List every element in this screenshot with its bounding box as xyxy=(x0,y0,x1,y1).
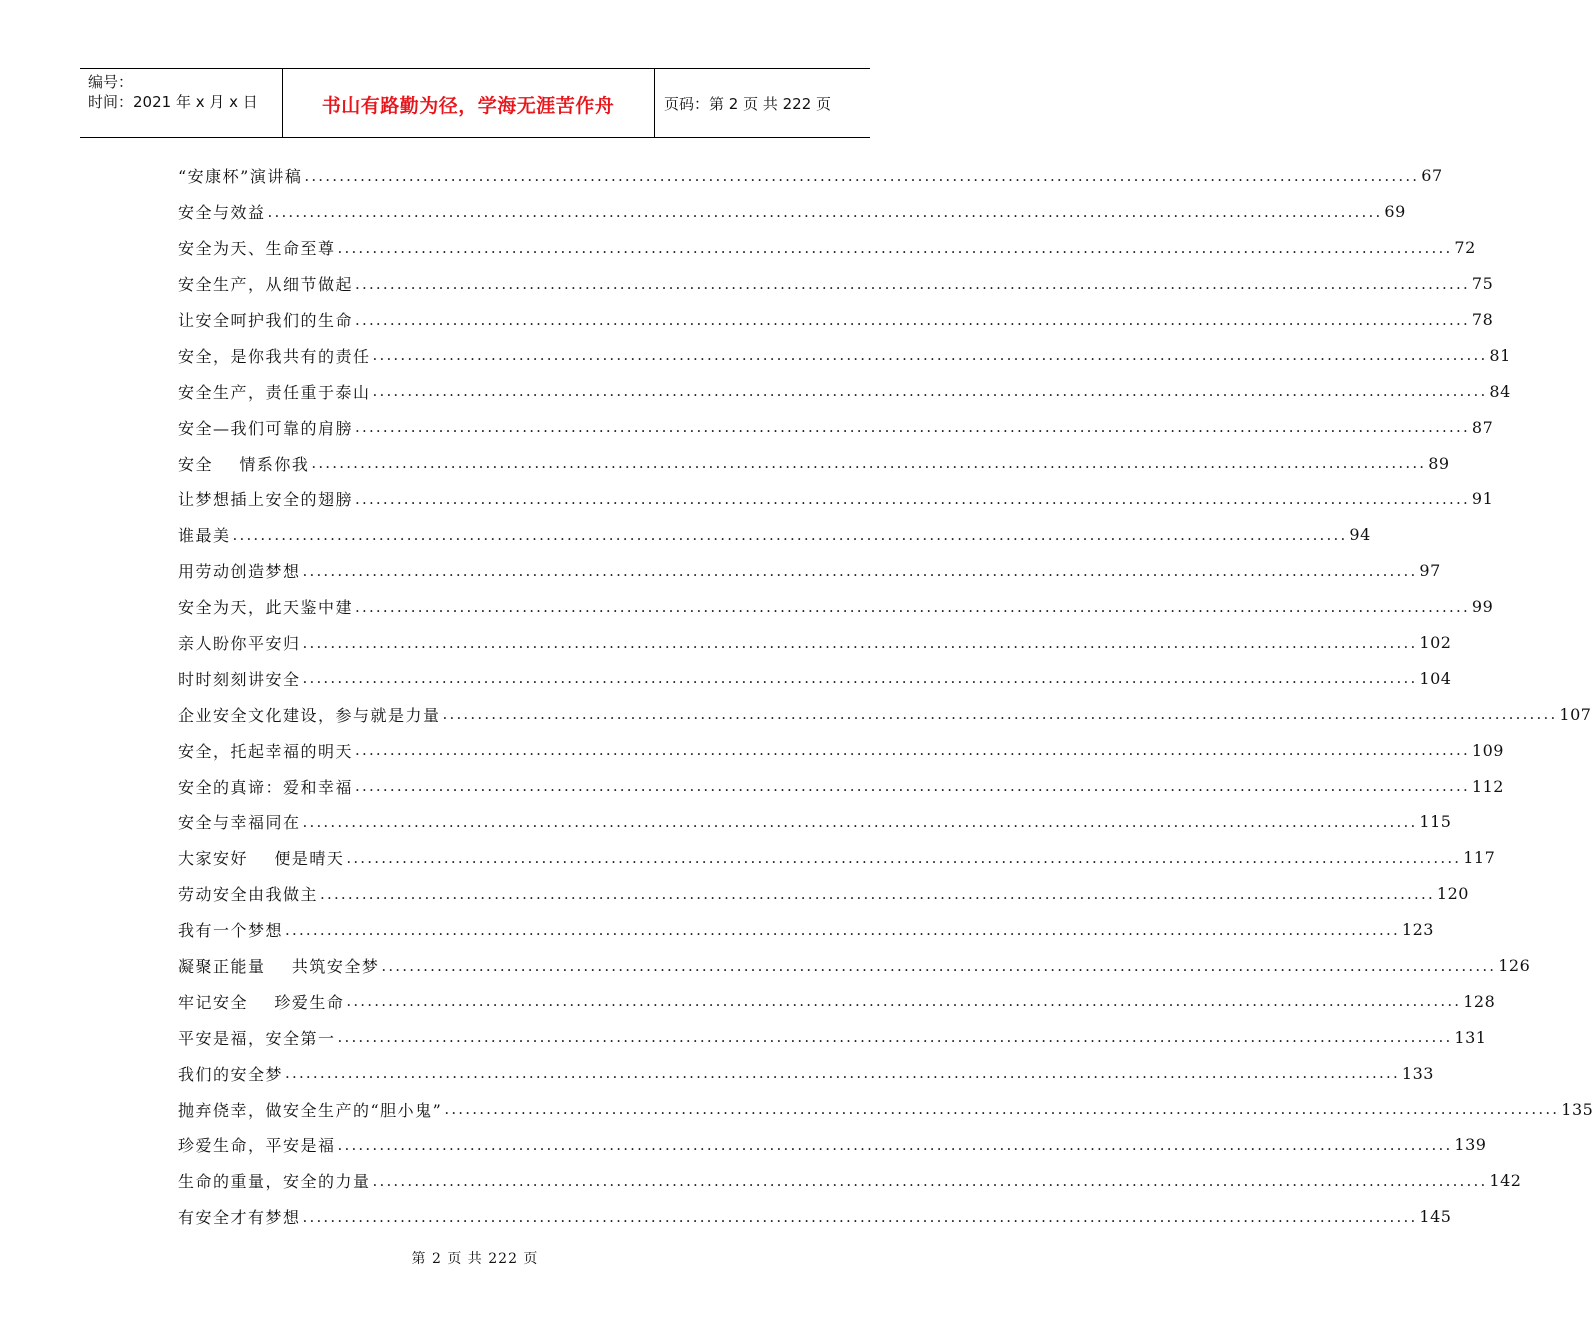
toc-entry[interactable] xyxy=(178,840,1496,876)
toc-leader-dots: ................................................................................................................................................................ xyxy=(337,1028,1453,1047)
toc-entry-page: 126 xyxy=(1498,956,1531,976)
toc-entry-title: 安全，是你我共有的责任 xyxy=(178,346,371,366)
header-page-cell xyxy=(654,69,870,137)
toc-entry-title: 安全生产，从细节做起 xyxy=(178,275,354,295)
toc-leader-dots: ................................................................................................................................................................ xyxy=(337,238,1453,257)
toc-entry-page: 123 xyxy=(1401,920,1434,940)
toc-entry-title: 用劳动创造梦想 xyxy=(178,562,301,582)
toc-entry-page: 67 xyxy=(1421,166,1443,186)
toc-leader-dots: ................................................................................................................................................................ xyxy=(372,1171,1488,1190)
toc-entry[interactable] xyxy=(178,696,1592,732)
toc-entry[interactable] xyxy=(178,409,1494,445)
toc-leader-dots: ................................................................................................................................................................ xyxy=(355,310,1470,329)
toc-entry-title: 生命的重量，安全的力量 xyxy=(178,1172,371,1192)
header-meta-cell xyxy=(80,69,283,137)
header-page-info: 页码：第 2 页 共 222 页 xyxy=(664,95,832,113)
toc-entry-page: 72 xyxy=(1454,238,1476,258)
toc-entry-page: 112 xyxy=(1471,776,1504,796)
toc-entry-page: 142 xyxy=(1489,1171,1522,1191)
toc-leader-dots: ................................................................................................................................................................ xyxy=(285,1064,1400,1083)
toc-entry-title: 安全与幸福同在 xyxy=(178,813,301,833)
document-number-label: 编号： xyxy=(88,73,134,91)
toc-entry-title: 安全为天、生命至尊 xyxy=(178,239,336,259)
toc-leader-dots: ................................................................................................................................................................ xyxy=(355,741,1470,760)
toc-entry[interactable] xyxy=(178,912,1434,948)
toc-entry[interactable] xyxy=(178,194,1406,230)
toc-entry-page: 145 xyxy=(1419,1207,1452,1227)
toc-leader-dots: ................................................................................................................................................................ xyxy=(320,884,1435,903)
toc-leader-dots: ................................................................................................................................................................ xyxy=(337,1135,1453,1154)
toc-entry-page: 135 xyxy=(1561,1099,1593,1119)
toc-entry-page: 117 xyxy=(1463,848,1496,868)
toc-leader-dots: ................................................................................................................................................................ xyxy=(346,992,1462,1011)
toc-entry[interactable] xyxy=(178,625,1452,661)
toc-entry-page: 99 xyxy=(1471,597,1494,617)
toc-entry-title: 安全的真谛：爱和幸福 xyxy=(178,777,354,797)
header-motto-cell xyxy=(282,69,655,137)
toc-leader-dots: ................................................................................................................................................................ xyxy=(372,382,1488,401)
toc-entry[interactable] xyxy=(178,302,1494,338)
toc-entry-title: 抛弃侥幸，做安全生产的“胆小鬼” xyxy=(178,1100,443,1120)
toc-entry-title: 安全，托起幸福的明天 xyxy=(178,741,354,761)
toc-entry[interactable] xyxy=(178,768,1504,804)
toc-entry-title: 企业安全文化建设，参与就是力量 xyxy=(178,705,441,725)
toc-entry[interactable] xyxy=(178,804,1452,840)
toc-entry-title: 安全 情系你我 xyxy=(178,454,310,474)
toc-leader-dots: ................................................................................................................................................................ xyxy=(285,920,1400,939)
toc-entry[interactable] xyxy=(178,732,1504,768)
toc-leader-dots: ................................................................................................................................................................ xyxy=(302,669,1418,688)
toc-leader-dots: ................................................................................................................................................................ xyxy=(372,346,1488,365)
toc-leader-dots: ................................................................................................................................................................ xyxy=(302,812,1418,831)
toc-entry-title: 凝聚正能量 共筑安全梦 xyxy=(178,957,380,977)
toc-entry[interactable] xyxy=(178,876,1469,912)
toc-entry[interactable] xyxy=(178,1019,1487,1055)
toc-leader-dots: ................................................................................................................................................................ xyxy=(302,1207,1418,1226)
toc-entry-title: 谁最美 xyxy=(178,526,231,546)
toc-leader-dots: ................................................................................................................................................................ xyxy=(267,202,1383,221)
toc-entry[interactable] xyxy=(178,983,1496,1019)
toc-leader-dots: ................................................................................................................................................................ xyxy=(355,777,1470,796)
toc-entry[interactable] xyxy=(178,1055,1434,1091)
toc-entry-title: 让梦想插上安全的翅膀 xyxy=(178,490,354,510)
toc-entry-page: 75 xyxy=(1471,274,1494,294)
toc-entry-title: 我有一个梦想 xyxy=(178,921,284,941)
toc-entry[interactable] xyxy=(178,337,1511,373)
toc-entry[interactable] xyxy=(178,1091,1593,1127)
toc-entry-title: 安全为天，此天鉴中建 xyxy=(178,598,354,618)
toc-entry-title: 我们的安全梦 xyxy=(178,1064,284,1084)
header-motto: 书山有路勤为径，学海无涯苦作舟 xyxy=(321,95,615,117)
toc-entry-title: 有安全才有梦想 xyxy=(178,1208,301,1228)
toc-leader-dots: ................................................................................................................................................................ xyxy=(444,1100,1560,1119)
toc-entry[interactable] xyxy=(178,948,1531,984)
toc-entry[interactable] xyxy=(178,373,1511,409)
toc-entry[interactable] xyxy=(178,481,1494,517)
toc-entry-title: 劳动安全由我做主 xyxy=(178,885,319,905)
toc-entry[interactable] xyxy=(178,1127,1487,1163)
toc-entry-page: 84 xyxy=(1489,381,1511,401)
toc-entry-title: 平安是福，安全第一 xyxy=(178,1028,336,1048)
toc-leader-dots: ................................................................................................................................................................ xyxy=(232,525,1348,544)
toc-entry[interactable] xyxy=(178,589,1494,625)
toc-entry-page: 87 xyxy=(1471,417,1494,437)
toc-entry-page: 115 xyxy=(1419,812,1452,832)
toc-entry-page: 109 xyxy=(1471,740,1504,760)
toc-entry-page: 131 xyxy=(1454,1027,1487,1047)
toc-entry-page: 104 xyxy=(1419,668,1452,688)
toc-entry-title: “安康杯”演讲稿 xyxy=(178,167,303,187)
toc-entry-page: 91 xyxy=(1471,489,1494,509)
toc-entry[interactable] xyxy=(178,158,1443,194)
toc-entry-title: 亲人盼你平安归 xyxy=(178,634,301,654)
page-header xyxy=(80,68,870,138)
toc-entry-page: 133 xyxy=(1401,1063,1434,1083)
toc-leader-dots: ................................................................................................................................................................ xyxy=(442,705,1558,724)
toc-entry-page: 102 xyxy=(1419,633,1452,653)
toc-leader-dots: ................................................................................................................................................................ xyxy=(304,166,1420,185)
toc-entry-page: 94 xyxy=(1349,525,1371,545)
toc-entry-title: 珍爱生命，平安是福 xyxy=(178,1136,336,1156)
toc-leader-dots: ................................................................................................................................................................ xyxy=(355,489,1470,508)
toc-entry-title: 让安全呵护我们的生命 xyxy=(178,311,354,330)
toc-entry[interactable] xyxy=(178,266,1494,302)
toc-entry-page: 139 xyxy=(1454,1135,1487,1155)
toc-entry[interactable] xyxy=(178,553,1441,589)
toc-entry-title: 安全生产，责任重于泰山 xyxy=(178,382,371,402)
toc-entry-title: 安全—我们可靠的肩膀 xyxy=(178,418,354,438)
toc-entry-title: 安全与效益 xyxy=(178,203,266,223)
document-date: 时间：2021 年 x 月 x 日 xyxy=(88,93,258,111)
toc-entry[interactable] xyxy=(178,517,1371,553)
toc-entry[interactable] xyxy=(178,445,1450,481)
toc-entry[interactable] xyxy=(178,1163,1522,1199)
table-of-contents xyxy=(178,158,1593,1235)
toc-entry-page: 128 xyxy=(1463,991,1496,1011)
toc-leader-dots: ................................................................................................................................................................ xyxy=(302,633,1418,652)
toc-leader-dots: ................................................................................................................................................................ xyxy=(302,561,1418,580)
toc-leader-dots: ................................................................................................................................................................ xyxy=(355,597,1470,616)
page-footer: 第 2 页 共 222 页 xyxy=(411,1251,539,1267)
toc-leader-dots: ................................................................................................................................................................ xyxy=(311,454,1427,473)
toc-leader-dots: ................................................................................................................................................................ xyxy=(346,848,1462,867)
toc-entry-title: 时时刻刻讲安全 xyxy=(178,669,301,689)
toc-entry-page: 81 xyxy=(1489,345,1511,365)
toc-entry-page: 120 xyxy=(1436,884,1469,904)
toc-leader-dots: ................................................................................................................................................................ xyxy=(355,418,1470,437)
toc-entry[interactable] xyxy=(178,1199,1452,1235)
toc-entry-page: 69 xyxy=(1384,202,1406,222)
toc-entry-page: 89 xyxy=(1428,453,1450,473)
toc-entry-title: 大家安好 便是晴天 xyxy=(178,849,345,869)
toc-entry[interactable] xyxy=(178,660,1452,696)
toc-leader-dots: ................................................................................................................................................................ xyxy=(355,274,1470,293)
toc-entry-page: 78 xyxy=(1471,310,1494,329)
toc-entry-page: 107 xyxy=(1559,704,1592,724)
toc-leader-dots: ................................................................................................................................................................ xyxy=(381,956,1497,975)
toc-entry-title: 牢记安全 珍爱生命 xyxy=(178,992,345,1012)
toc-entry-page: 97 xyxy=(1419,561,1441,581)
toc-entry[interactable] xyxy=(178,230,1476,266)
